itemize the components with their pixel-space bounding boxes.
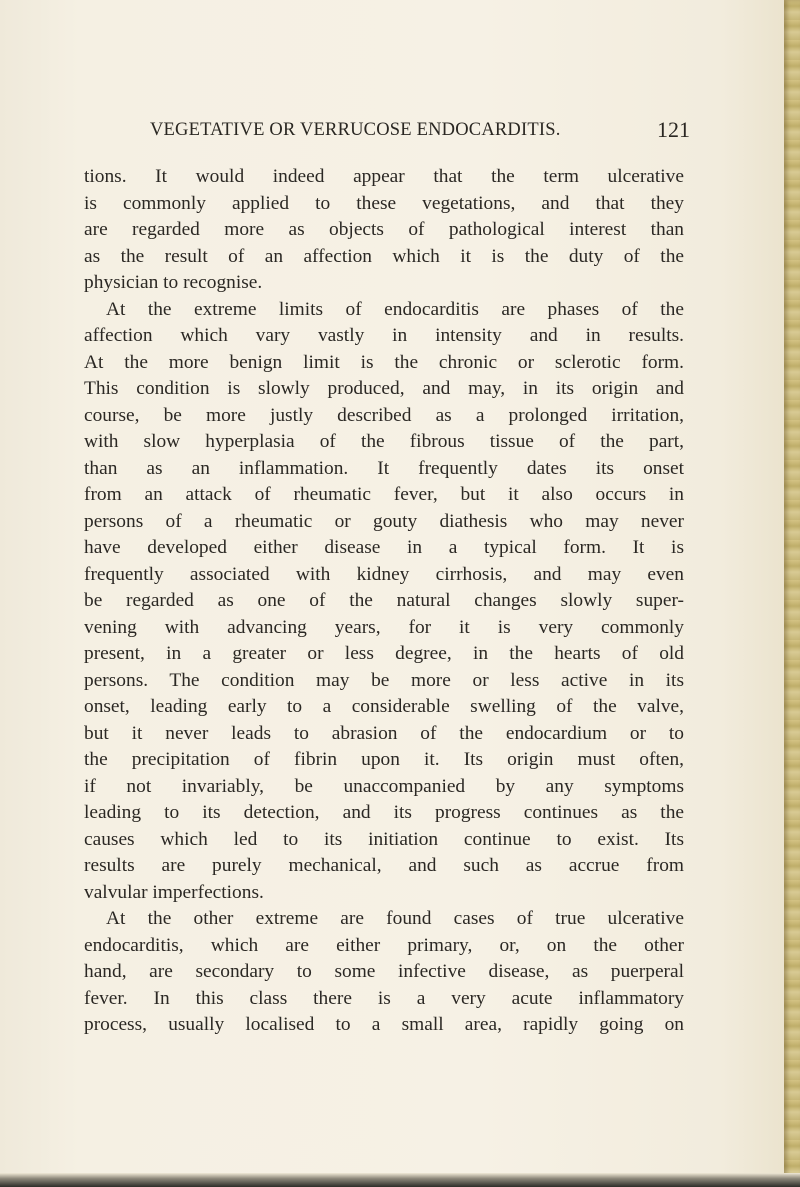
text-line: if not invariably, be unaccompanied by any symptoms	[84, 775, 684, 797]
text-line: physician to recognise.	[84, 272, 263, 293]
text-line: results are purely mechanical, and such as accrue from	[84, 855, 684, 876]
text-line: causes which led to its initiation continue to exist. Its	[84, 828, 684, 850]
text-line: have developed either disease in a typical form. It is	[84, 537, 684, 558]
page-edge-bottom	[0, 1173, 800, 1187]
text-line: At the more benign limit is the chronic or sclerotic form.	[84, 351, 684, 373]
text-line: affection which vary vastly in intensity and in results.	[84, 325, 684, 346]
text-line: At the other extreme are found cases of true ulcerative	[106, 908, 684, 929]
body-text	[84, 164, 684, 1039]
text-line: course, be more justly described as a prolonged irritation,	[84, 404, 684, 426]
page-edge-right	[784, 0, 800, 1187]
text-line: persons of a rheumatic or gouty diathesis who may never	[84, 510, 684, 532]
text-line: but it never leads to abrasion of the endocardium or to	[84, 722, 684, 744]
text-line: This condition is slowly produced, and may, in its origin and	[84, 378, 684, 399]
text-line: leading to its detection, and its progress continues as the	[84, 802, 684, 823]
text-line: are regarded more as objects of pathological interest than	[84, 219, 684, 240]
text-line: is commonly applied to these vegetations, and that they	[84, 192, 684, 214]
text-line: vening with advancing years, for it is very commonly	[84, 616, 684, 638]
text-line: persons. The condition may be more or less active in its	[84, 669, 684, 691]
text-line: be regarded as one of the natural changes slowly super-	[84, 590, 684, 611]
text-line: valvular imperfections.	[84, 881, 264, 903]
text-line: process, usually localised to a small area, rapidly going on	[84, 1014, 684, 1035]
text-line: hand, are secondary to some infective disease, as puerperal	[84, 961, 684, 982]
text-line: At the extreme limits of endocarditis are phases of the	[106, 298, 684, 320]
text-line: than as an inflammation. It frequently dates its onset	[84, 457, 684, 479]
text-line: fever. In this class there is a very acute inflammatory	[84, 987, 684, 1009]
running-header	[150, 117, 690, 147]
page-number: 121	[657, 117, 690, 142]
text-line: present, in a greater or less degree, in the hearts of old	[84, 643, 684, 664]
text-line: as the result of an affection which it is the duty of the	[84, 245, 684, 267]
text-line: tions. It would indeed appear that the term ulcerative	[84, 166, 684, 187]
text-line: the precipitation of fibrin upon it. Its origin must often,	[84, 749, 684, 770]
text-line: onset, leading early to a considerable swelling of the valve,	[84, 696, 684, 717]
text-line: endocarditis, which are either primary, or, on the other	[84, 934, 684, 956]
text-line: frequently associated with kidney cirrhosis, and may even	[84, 563, 684, 585]
running-title: VEGETATIVE OR VERRUCOSE ENDOCARDITIS.	[150, 120, 561, 140]
text-line: with slow hyperplasia of the fibrous tissue of the part,	[84, 431, 684, 452]
text-line: from an attack of rheumatic fever, but it also occurs in	[84, 484, 684, 505]
